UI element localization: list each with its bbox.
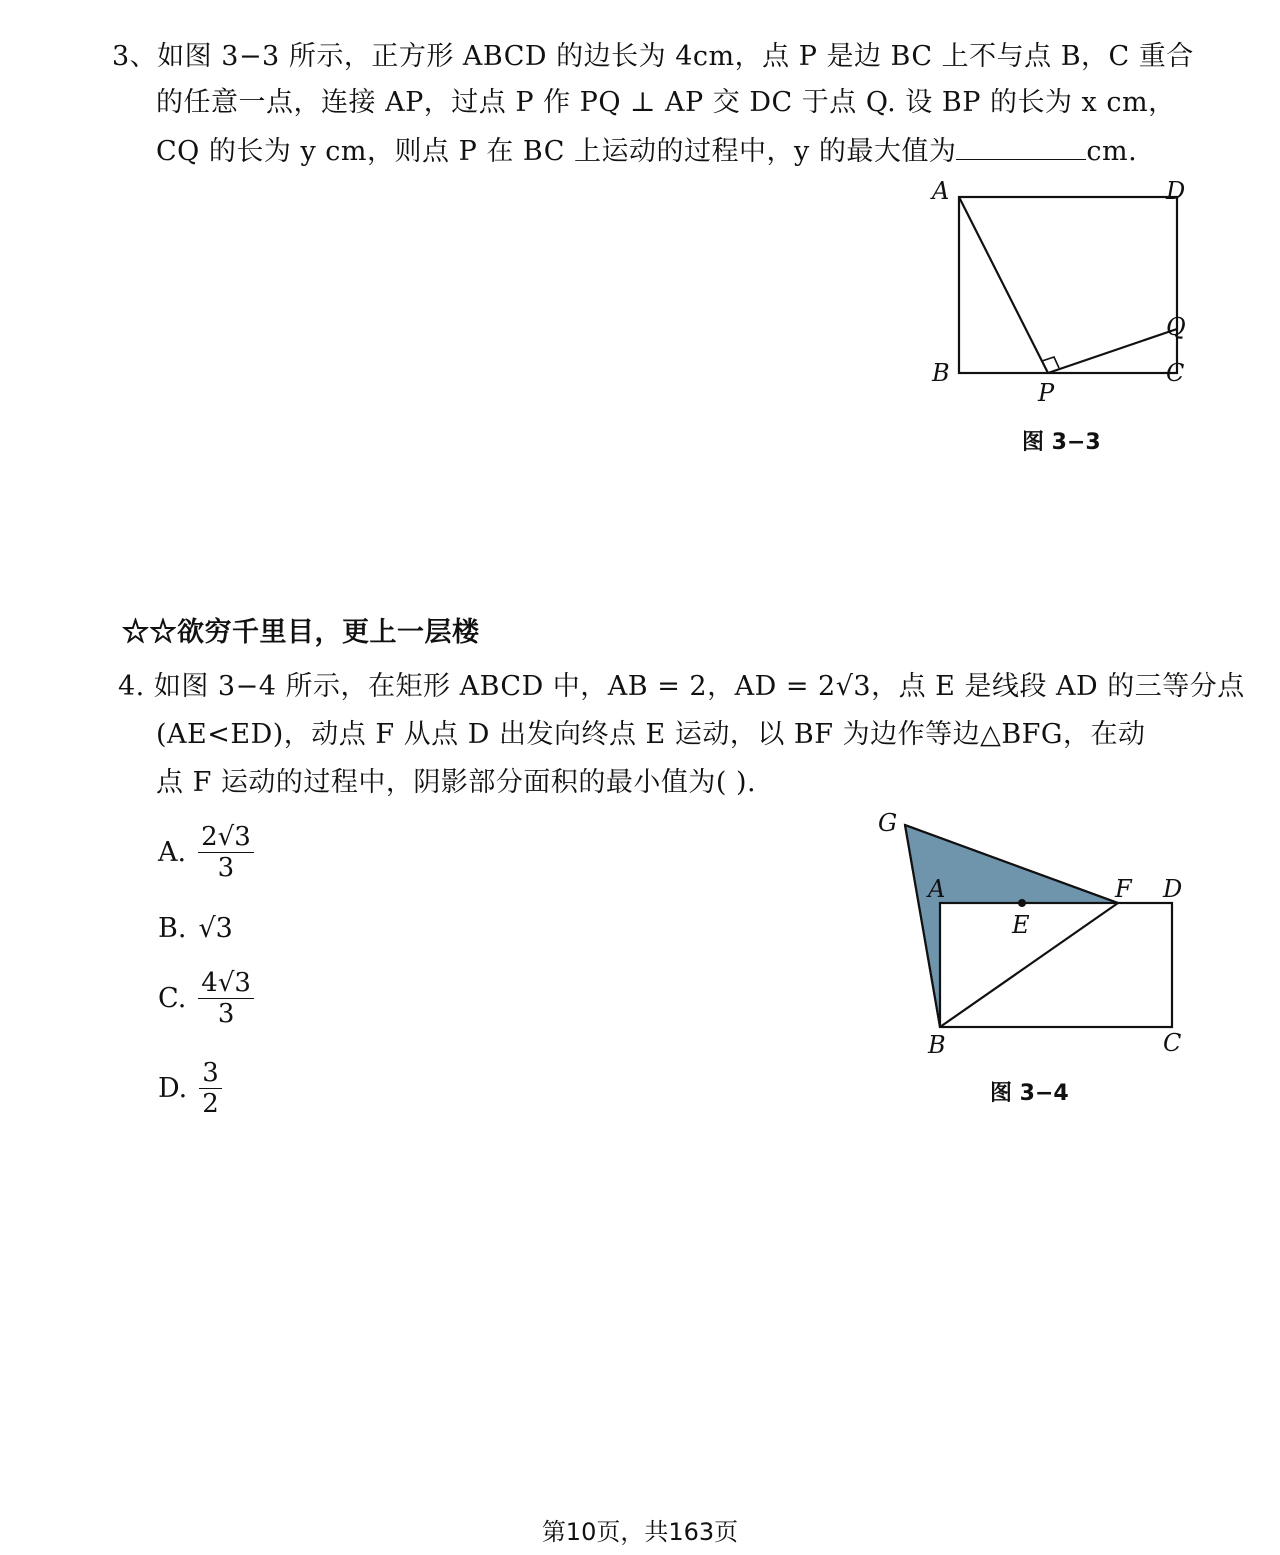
figure-3-4-caption: 图 3−4 bbox=[990, 1081, 1069, 1106]
answer-blank bbox=[956, 133, 1086, 160]
label-g: G bbox=[878, 809, 898, 837]
q3-line-3-text: CQ 的长为 y cm，则点 P 在 BC 上运动的过程中，y 的最大值为 bbox=[156, 136, 957, 167]
rectangle-abcd bbox=[940, 903, 1172, 1027]
label-e: E bbox=[1012, 911, 1030, 939]
choice-a[interactable] bbox=[158, 822, 254, 883]
label-b: B bbox=[932, 359, 950, 387]
q3-line-3 bbox=[156, 133, 1137, 169]
choice-c-letter: C. bbox=[158, 982, 187, 1014]
label-b: B bbox=[928, 1031, 946, 1059]
choice-d-fraction bbox=[199, 1058, 222, 1119]
choice-b[interactable] bbox=[158, 912, 233, 946]
choice-d-denominator: 2 bbox=[202, 1089, 219, 1119]
figure-3-3 bbox=[920, 175, 1200, 415]
label-d: D bbox=[1166, 177, 1186, 205]
choice-d-letter: D. bbox=[158, 1072, 188, 1104]
choice-b-letter: B. bbox=[158, 913, 187, 944]
choice-d-numerator: 3 bbox=[199, 1058, 222, 1089]
choice-a-numerator: 2√3 bbox=[198, 822, 254, 853]
point-e bbox=[1018, 899, 1026, 907]
choice-c-numerator: 4√3 bbox=[198, 968, 254, 999]
label-f: F bbox=[1115, 875, 1132, 903]
label-c: C bbox=[1163, 1029, 1182, 1057]
figure-3-3-caption: 图 3−3 bbox=[1022, 430, 1101, 455]
segment-pq bbox=[1048, 329, 1177, 373]
q3-line-2: 的任意一点，连接 AP，过点 P 作 PQ ⊥ AP 交 DC 于点 Q. 设 BP 的长为 x cm， bbox=[156, 87, 1176, 118]
label-d: D bbox=[1163, 875, 1183, 903]
square-abcd bbox=[959, 197, 1177, 373]
q4-line-3: 点 F 运动的过程中，阴影部分面积的最小值为( ). bbox=[156, 767, 757, 798]
choice-a-denominator: 3 bbox=[217, 853, 235, 883]
q3-line-1: 3、如图 3−3 所示，正方形 ABCD 的边长为 4cm，点 P 是边 BC 上不与点 B，C 重合 bbox=[112, 41, 1194, 72]
q3-unit: cm. bbox=[1086, 136, 1138, 167]
choice-c-fraction bbox=[198, 968, 254, 1029]
label-a: A bbox=[932, 177, 950, 205]
q4-line-2: (AE<ED)，动点 F 从点 D 出发向终点 E 运动，以 BF 为边作等边△BFG，在动 bbox=[156, 719, 1146, 750]
section-title: ☆☆欲穷千里目，更上一层楼 bbox=[122, 617, 480, 648]
figure-3-4 bbox=[860, 805, 1200, 1065]
choice-d[interactable] bbox=[158, 1058, 222, 1119]
label-a: A bbox=[928, 875, 946, 903]
choice-c-denominator: 3 bbox=[217, 999, 235, 1029]
page-footer: 第10页，共163页 bbox=[541, 1518, 739, 1546]
label-q: Q bbox=[1166, 313, 1186, 341]
label-p: P bbox=[1038, 379, 1055, 407]
choice-c[interactable] bbox=[158, 968, 254, 1029]
label-c: C bbox=[1166, 359, 1185, 387]
choice-a-fraction bbox=[198, 822, 254, 883]
q4-line-1: 4. 如图 3−4 所示，在矩形 ABCD 中，AB = 2，AD = 2√3，点 E 是线段 AD 的三等分点 bbox=[118, 671, 1245, 702]
segment-ap bbox=[959, 197, 1048, 373]
choice-b-value: √3 bbox=[198, 913, 233, 944]
choice-a-letter: A. bbox=[158, 836, 187, 868]
